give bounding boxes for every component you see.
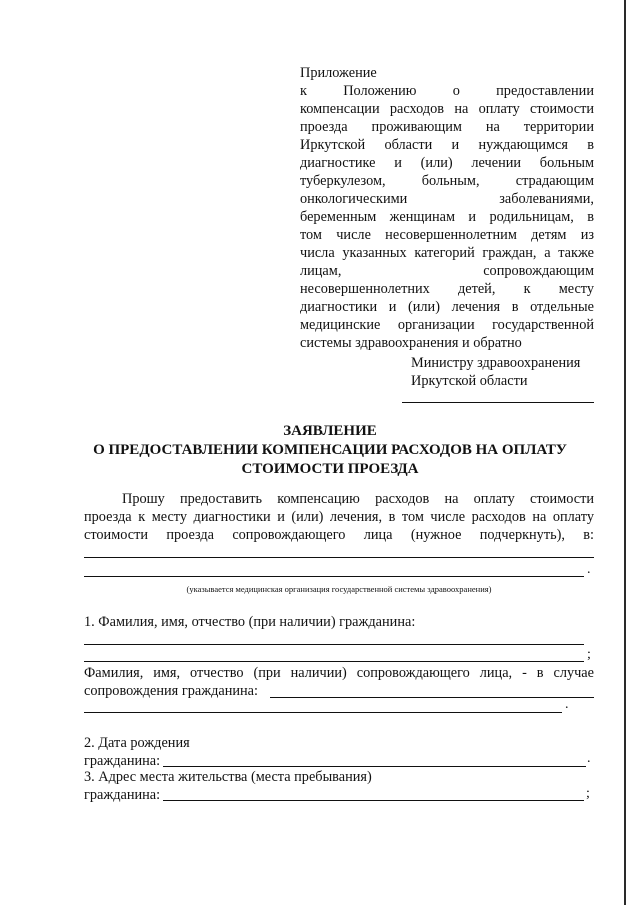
appendix-line: медицинские организации государственной [300,317,594,333]
appendix-line: туберкулезом, больным, страдающим [300,173,594,189]
request-line: проезда к месту диагностики и (или) лечения, в том числе расходов на оплату [84,509,594,525]
semicolon-mark: ; [586,786,590,801]
org-name-field[interactable] [84,557,594,558]
section3-label: 3. Адрес места жительства (места пребывания) [84,769,372,785]
request-line: Прошу предоставить компенсацию расходов на оплату стоимости [122,491,594,507]
companion-name-field[interactable] [84,712,562,713]
addressee-name-field[interactable] [402,402,594,403]
appendix-line: лицам, сопровождающим [300,263,594,279]
appendix-line: диагностике и (или) лечении больным [300,155,594,171]
title-line: ЗАЯВЛЕНИЕ [283,423,377,439]
period-mark: . [565,697,569,712]
addressee-line: Министру здравоохранения [411,355,581,371]
companion-label: Фамилия, имя, отчество (при наличии) сопровождающего лица, - в случае [84,665,594,681]
appendix-line: онкологическими заболеваниями, [300,191,594,207]
appendix-line: числа указанных категорий граждан, а также [300,245,594,261]
citizen-name-field[interactable] [84,661,584,662]
section1-label: 1. Фамилия, имя, отчество (при наличии) гражданина: [84,614,416,630]
companion-name-field[interactable] [270,697,594,698]
request-paragraph [84,490,594,544]
appendix-line: к Положению о предоставлении [300,83,594,99]
appendix-line: беременным женщинам и родильницам, в [300,209,594,225]
appendix-line: компенсации расходов на оплату стоимости [300,101,594,117]
companion-label-cont: сопровождения гражданина: [84,683,258,699]
document-title [60,422,600,479]
section3-sub-label: гражданина: [84,787,161,803]
appendix-line: Иркутской области и нуждающимся в [300,137,594,153]
page-edge [624,0,626,905]
appendix-line: Приложение [300,65,377,81]
appendix-line: диагностики и (или) лечения в отдельные [300,299,594,315]
period-mark: . [587,751,591,766]
addressee-line: Иркутской области [411,373,528,389]
appendix-line: системы здравоохранения и обратно [300,335,522,351]
birth-date-field[interactable] [163,766,586,767]
appendix-line: том числе несовершеннолетним детям из [300,227,594,243]
address-field[interactable] [163,800,584,801]
request-line: стоимости проезда сопровождающего лица (нужное подчеркнуть), в: [84,527,594,543]
org-field-caption: (указывается медицинская организация государственной системы здравоохранения) [186,584,492,594]
addressee-block [411,354,580,390]
section2-sub-label: гражданина: [84,753,161,769]
title-line: СТОИМОСТИ ПРОЕЗДА [241,461,419,477]
citizen-name-field[interactable] [84,644,584,645]
appendix-line: несовершеннолетних детей, к месту [300,281,594,297]
section2-label: 2. Дата рождения [84,735,190,751]
title-line: О ПРЕДОСТАВЛЕНИИ КОМПЕНСАЦИИ РАСХОДОВ НА ОПЛАТУ [93,442,567,458]
semicolon-mark: ; [587,647,591,662]
period-mark: . [587,562,591,577]
appendix-block [300,64,594,352]
appendix-line: проезда проживающим на территории [300,119,594,135]
org-name-field[interactable] [84,576,584,577]
